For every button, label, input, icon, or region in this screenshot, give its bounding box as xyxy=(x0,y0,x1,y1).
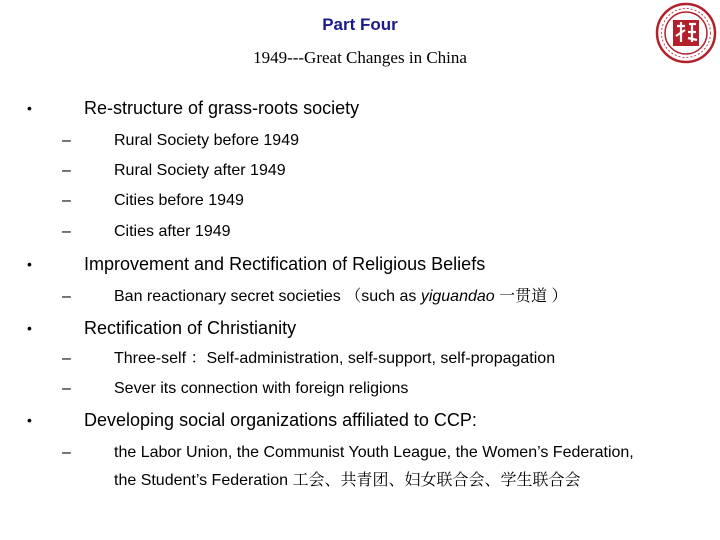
sub-item-text-post: 一贯道 ） xyxy=(494,288,568,305)
bullet-mark: • xyxy=(27,412,32,428)
bullet-mark: • xyxy=(27,320,32,336)
bullet-text: Rectification of Christianity xyxy=(84,318,297,338)
sub-item-text-line2: the Student’s Federation 工会、共青团、妇女联合会、学生联合会 xyxy=(114,472,581,489)
bullet-mark: • xyxy=(27,100,32,116)
sub-item-text xyxy=(114,286,568,308)
dash-mark: – xyxy=(62,223,71,240)
university-seal-icon xyxy=(655,2,717,64)
dash-mark: – xyxy=(62,444,71,461)
sub-item-text: Cities after 1949 xyxy=(114,223,231,240)
sub-item-text: Rural Society after 1949 xyxy=(114,162,286,179)
bullet-text: Improvement and Rectification of Religious Beliefs xyxy=(84,254,486,274)
sub-item-text-line1: the Labor Union, the Communist Youth League, the Women’s Federation, xyxy=(114,444,634,461)
bullet-text: Developing social organizations affiliated to CCP: xyxy=(84,410,477,430)
dash-mark: – xyxy=(62,380,71,397)
sub-item-text: Sever its connection with foreign religions xyxy=(114,380,409,397)
sub-item-text: Cities before 1949 xyxy=(114,192,244,209)
sub-item-text-pre: Ban reactionary secret societies （such as xyxy=(114,288,421,305)
bullet-text: Re-structure of grass-roots society xyxy=(84,98,360,118)
bullet-mark: • xyxy=(27,256,32,272)
dash-mark: – xyxy=(62,132,71,149)
dash-mark: – xyxy=(62,288,71,305)
sub-item-text: Rural Society before 1949 xyxy=(114,132,299,149)
dash-mark: – xyxy=(62,162,71,179)
page-title: Part Four xyxy=(322,15,398,34)
page-subtitle: 1949---Great Changes in China xyxy=(253,48,467,67)
dash-mark: – xyxy=(62,192,71,209)
sub-item-text-italic: yiguandao xyxy=(420,288,495,305)
dash-mark: – xyxy=(62,350,71,367)
sub-item-text: Three-self ：Self-administration, self-support, self-propagation xyxy=(114,350,556,367)
